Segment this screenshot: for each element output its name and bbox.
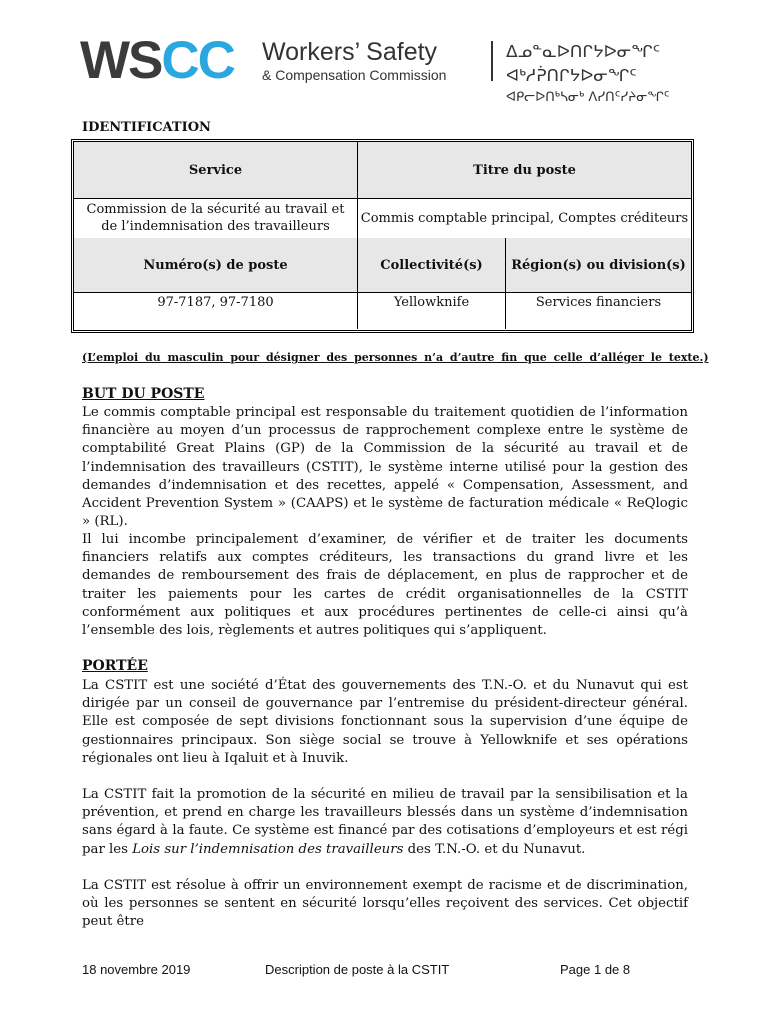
wscc-logo: [80, 31, 700, 105]
logo-name-line1: Workers’ Safety: [262, 38, 438, 66]
portee-paragraph-2: [82, 786, 688, 859]
footer-date: 18 novembre 2019: [82, 962, 191, 977]
identification-table: [71, 139, 694, 333]
community-value: Yellowknife: [358, 292, 506, 329]
but-paragraph-2: Il lui incombe principalement d’examiner, de vérifier et de traiter les documents financiers relatifs aux comptes créditeurs, les transactions du grand livre et les demandes de remboursement des frais de déplacement, en plus de rapprocher et de traiter les paiements pour les cartes de crédit organisationnelles de la CSTIT conformément aux politiques et aux procédures pertinentes de celle-ci ainsi qu’à l’ensemble des lois, règlements et autres politiques qui s’appliquent.: [82, 532, 688, 639]
logo-inuktitut-name: [506, 40, 700, 108]
community-header: Collectivité(s): [358, 238, 506, 292]
but-du-poste-heading: BUT DU POSTE: [82, 386, 205, 402]
identification-heading: IDENTIFICATION: [82, 120, 211, 135]
but-paragraph-1: Le commis comptable principal est responsable du traitement quotidien de l’information financière au moyen d’un processus de rapprochement complexe entre le système de comptabilité Great Plains (GP) de la Commission de la sécurité au travail et de l’indemnisation des travailleurs (CSTIT), le système interne utilisé pour la gestion des demandes d’indemnisation et des recettes, appelé « Compensation, Assessment, and Accident Prevention System » (CAAPS) et le système de facturation médicale « ReQlogic » (RL).: [82, 405, 688, 530]
logo-acronym-cc: CC: [161, 31, 234, 90]
region-value: Services financiers: [535, 295, 662, 310]
logo-syllabics-line2: ᐊᑭᓕᐅᑎᒃᓴᓂᒃ ᐱᓯᑎᑦᓯᔨᓂᖏᑦ: [506, 90, 670, 105]
title-value: Commis comptable principal, Comptes créditeurs: [360, 210, 689, 226]
service-value: Commission de la sécurité au travail et de l’indemnisation des travailleurs: [74, 198, 358, 238]
logo-syllabics-line1: ᐃᓄᓐᓇᐅᑎᒋᔭᐅᓂᖏᑦ ᐊᒃᓱᕉᑎᒋᔭᐅᓂᖏᑦ: [506, 42, 660, 86]
table-header-row: [74, 238, 691, 293]
table-header-row: [74, 142, 691, 199]
logo-english-name: [262, 38, 446, 84]
table-row: [74, 198, 691, 239]
logo-acronym: [80, 30, 234, 91]
logo-divider: [491, 41, 493, 81]
legislation-title: Lois sur l’indemnisation des travailleurs: [132, 841, 404, 857]
footer-page-number: Page 1 de 8: [560, 962, 631, 977]
position-number-value: 97-7187, 97-7180: [74, 292, 358, 329]
portee-paragraph-1: La CSTIT est une société d’État des gouvernements des T.N.-O. et du Nunavut qui est dirigée par un conseil de gouvernance par l’entremise du président-directeur général. Elle est composée de sept divisions fonctionnant sous la supervision d’une équipe de gestionnaires principaux. Son siège social se trouve à Yellowknife et ses opérations régionales ont lieu à Iqaluit et à Inuvik.: [82, 678, 688, 766]
portee-heading: PORTÉE: [82, 658, 148, 674]
portee-p2-text: La CSTIT fait la promotion de la sécurité en milieu de travail par la sensibilisation et la prévention, et prend en charge les travailleurs blessés dans un système d’indemnisation sans égard à la faute. Ce système est financé par des cotisations d’employeurs et est régi par les: [82, 787, 688, 857]
portee-p2-end: des T.N.-O. et du Nunavut.: [407, 841, 586, 857]
position-number-header: Numéro(s) de poste: [74, 238, 358, 292]
region-header: Région(s) ou division(s): [506, 238, 691, 292]
gender-note: (L’emploi du masculin pour désigner des personnes n’a d’autre fin que celle d’alléger le texte.): [82, 351, 709, 364]
logo-acronym-ws: WS: [80, 31, 162, 90]
portee-paragraph-3: La CSTIT est résolue à offrir un environnement exempt de racisme et de discrimination, où les personnes se sentent en sécurité lorsqu’elles reçoivent des services. Cet objectif peut être: [82, 878, 688, 930]
service-header: Service: [74, 142, 358, 198]
footer-title: Description de poste à la CSTIT: [265, 962, 450, 977]
logo-name-line2: & Compensation Commission: [262, 67, 447, 83]
table-row: [74, 292, 691, 329]
title-header: Titre du poste: [358, 142, 691, 198]
